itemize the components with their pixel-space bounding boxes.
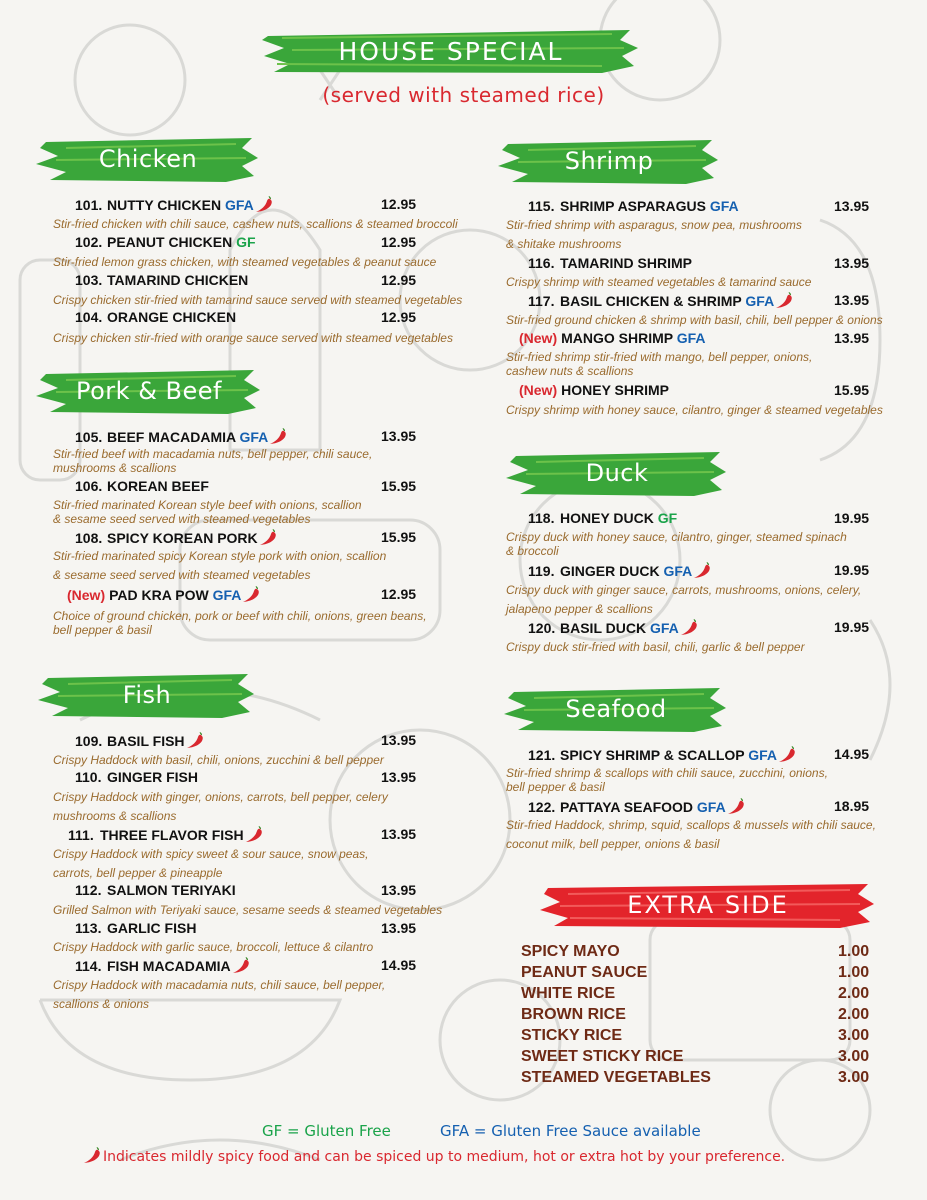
menu-item-pad-kra-pow: (New) PAD KRA POW GFA <box>67 586 262 603</box>
item-description: Crispy chicken stir-fried with tamarind sauce served with steamed vegetables <box>53 293 463 307</box>
chili-pepper-icon <box>255 196 275 212</box>
section-banner-fish <box>38 670 256 720</box>
item-description: Crispy duck with honey sauce, cilantro, ginger, steamed spinach & broccoli <box>506 530 847 558</box>
new-badge: (New) <box>519 382 558 398</box>
chili-pepper-icon <box>693 562 713 578</box>
price: 13.95 <box>381 732 417 748</box>
menu-item-119: 119. GINGER DUCK GFA <box>528 562 713 579</box>
price: 13.95 <box>381 920 417 936</box>
menu-item-102: 102. PEANUT CHICKEN GF <box>75 234 256 250</box>
section-banner-seafood <box>504 684 728 734</box>
section-title-shrimp: Shrimp <box>564 147 654 175</box>
section-title-chicken: Chicken <box>98 145 198 173</box>
menu-item-115: 115. SHRIMP ASPARAGUS GFA <box>528 198 739 214</box>
price: 13.95 <box>381 428 417 444</box>
item-description: Choice of ground chicken, pork or beef with chili, onions, green beans, bell pepper & basil <box>53 609 427 637</box>
menu-item-105: 105. BEEF MACADAMIA GFA <box>75 428 289 445</box>
item-description: Stir-fried lemon grass chicken, with steamed vegetables & peanut sauce <box>53 255 437 269</box>
new-badge: (New) <box>519 330 558 346</box>
menu-item-103: 103. TAMARIND CHICKEN <box>75 272 249 288</box>
price: 12.95 <box>381 309 417 325</box>
menu-item-117: 117. BASIL CHICKEN & SHRIMP GFA <box>528 292 795 309</box>
gfa-badge: GFA <box>676 330 706 346</box>
menu-item-108: 108. SPICY KOREAN PORK <box>75 529 279 546</box>
chili-pepper-icon <box>727 798 747 814</box>
price: 19.95 <box>834 619 870 635</box>
menu-item-113: 113. GARLIC FISH <box>75 920 197 936</box>
gfa-badge: GFA <box>709 198 739 214</box>
section-title-seafood: Seafood <box>565 695 667 723</box>
side-item-price: 1.00 <box>838 964 870 981</box>
legend-spicy-note: Indicates mildly spicy food and can be spiced up to medium, hot or extra hot by your preference. <box>82 1147 785 1165</box>
menu-item-101: 101. NUTTY CHICKEN GFA <box>75 196 275 213</box>
price: 13.95 <box>834 255 870 271</box>
side-item-price: 2.00 <box>838 1006 870 1023</box>
item-description: Crispy duck stir-fried with basil, chili, garlic & bell pepper <box>506 640 805 654</box>
price: 12.95 <box>381 234 417 250</box>
item-description: Stir-fried marinated Korean style beef with onions, scallion & sesame seed served with steamed vegetables <box>53 498 362 526</box>
house-special-banner <box>262 26 640 76</box>
side-item-price: 2.00 <box>838 985 870 1002</box>
item-description: Crispy Haddock with garlic sauce, broccoli, lettuce & cilantro <box>53 940 374 954</box>
menu-item-116: 116. TAMARIND SHRIMP <box>528 255 692 271</box>
price: 13.95 <box>381 882 417 898</box>
chili-pepper-icon <box>232 957 252 973</box>
chili-pepper-icon <box>259 529 279 545</box>
price: 12.95 <box>381 586 417 602</box>
chili-pepper-icon <box>186 732 206 748</box>
price: 13.95 <box>834 198 870 214</box>
chili-pepper-icon <box>269 428 289 444</box>
gfa-badge: GFA <box>239 429 269 445</box>
item-description: Stir-fried shrimp with asparagus, snow pea, mushrooms & shitake mushrooms <box>506 218 802 251</box>
side-item-name: SPICY MAYO <box>521 943 620 960</box>
menu-item-mango-shrimp: (New) MANGO SHRIMP GFA <box>519 330 706 346</box>
section-banner-pork-beef <box>36 366 262 416</box>
item-description: Stir-fried chicken with chili sauce, cashew nuts, scallions & steamed broccoli <box>53 217 458 231</box>
section-banner-extra-side <box>540 880 876 930</box>
menu-item-120: 120. BASIL DUCK GFA <box>528 619 700 636</box>
menu-item-104: 104. ORANGE CHICKEN <box>75 309 237 325</box>
price: 13.95 <box>381 769 417 785</box>
item-description: Crispy Haddock with spicy sweet & sour sauce, snow peas, carrots, bell pepper & pineapple <box>53 847 369 880</box>
page-subtitle: (served with steamed rice) <box>322 83 605 107</box>
price: 15.95 <box>834 382 870 398</box>
menu-item-122: 122. PATTAYA SEAFOOD GFA <box>528 798 747 815</box>
item-description: Crispy shrimp with steamed vegetables & tamarind sauce <box>506 275 812 289</box>
gfa-badge: GFA <box>224 197 254 213</box>
price: 13.95 <box>834 292 870 308</box>
gfa-badge: GFA <box>212 587 242 603</box>
gfa-badge: GFA <box>696 799 726 815</box>
section-title-duck: Duck <box>585 459 649 487</box>
menu-item-110: 110. GINGER FISH <box>75 769 199 785</box>
item-description: Crispy duck with ginger sauce, carrots, mushrooms, onions, celery, jalapeno pepper & scallions <box>506 583 862 616</box>
item-description: Stir-fried marinated spicy Korean style pork with onion, scallion & sesame seed served with steamed vegetables <box>53 549 387 582</box>
item-description: Crispy Haddock with macadamia nuts, chili sauce, bell pepper, scallions & onions <box>53 978 386 1011</box>
section-title-fish: Fish <box>122 681 172 709</box>
side-item-name: STICKY RICE <box>521 1027 623 1044</box>
price: 12.95 <box>381 196 417 212</box>
new-badge: (New) <box>67 587 106 603</box>
side-item-price: 3.00 <box>838 1069 870 1086</box>
menu-item-111: 111. THREE FLAVOR FISH <box>68 826 265 843</box>
menu-item-109: 109. BASIL FISH <box>75 732 206 749</box>
section-banner-duck <box>506 448 728 498</box>
menu-item-106: 106. KOREAN BEEF <box>75 478 209 494</box>
price: 14.95 <box>834 746 870 762</box>
side-item-name: SWEET STICKY RICE <box>521 1048 684 1065</box>
page-title: HOUSE SPECIAL <box>338 36 564 66</box>
chili-pepper-icon <box>680 619 700 635</box>
menu-item-112: 112. SALMON TERIYAKI <box>75 882 236 898</box>
item-description: Stir-fried ground chicken & shrimp with basil, chili, bell pepper & onions <box>506 313 883 327</box>
gfa-badge: GFA <box>663 563 693 579</box>
item-description: Grilled Salmon with Teriyaki sauce, sesame seeds & steamed vegetables <box>53 903 443 917</box>
gfa-badge: GFA <box>745 293 775 309</box>
side-item-name: PEANUT SAUCE <box>521 964 648 981</box>
side-item-price: 3.00 <box>838 1027 870 1044</box>
chili-pepper-icon <box>242 586 262 602</box>
side-item-name: STEAMED VEGETABLES <box>521 1069 711 1086</box>
chili-pepper-icon <box>83 1147 103 1163</box>
legend-gluten-free-sauce: GFA = Gluten Free Sauce available <box>440 1122 701 1140</box>
menu-item-honey-shrimp: (New) HONEY SHRIMP <box>519 382 669 398</box>
menu-item-114: 114. FISH MACADAMIA <box>75 957 252 974</box>
menu-item-118: 118. HONEY DUCK GF <box>528 510 678 526</box>
side-item-price: 3.00 <box>838 1048 870 1065</box>
chili-pepper-icon <box>778 746 798 762</box>
price: 15.95 <box>381 478 417 494</box>
item-description: Crispy chicken stir-fried with orange sauce served with steamed vegetables <box>53 331 453 345</box>
section-banner-chicken <box>36 134 260 184</box>
chili-pepper-icon <box>245 826 265 842</box>
item-description: Crispy Haddock with ginger, onions, carrots, bell pepper, celery mushrooms & scallions <box>53 790 388 823</box>
price: 12.95 <box>381 272 417 288</box>
item-description: Stir-fried shrimp & scallops with chili sauce, zucchini, onions, bell pepper & basil <box>506 766 828 794</box>
section-title-pork-beef: Pork & Beef <box>76 377 222 405</box>
menu-item-121: 121. SPICY SHRIMP & SCALLOP GFA <box>528 746 798 763</box>
item-description: Stir-fried Haddock, shrimp, squid, scallops & mussels with chili sauce, coconut milk, bell pepper, onions & basil <box>506 818 876 851</box>
price: 13.95 <box>834 330 870 346</box>
item-description: Crispy shrimp with honey sauce, cilantro, ginger & steamed vegetables <box>506 403 883 417</box>
price: 14.95 <box>381 957 417 973</box>
section-title-extra-side: EXTRA SIDE <box>627 891 789 919</box>
price: 15.95 <box>381 529 417 545</box>
gfa-badge: GFA <box>748 747 778 763</box>
legend-gluten-free: GF = Gluten Free <box>262 1122 391 1140</box>
side-item-name: BROWN RICE <box>521 1006 626 1023</box>
price: 13.95 <box>381 826 417 842</box>
side-item-name: WHITE RICE <box>521 985 616 1002</box>
item-description: Crispy Haddock with basil, chili, onions, zucchini & bell pepper <box>53 753 384 767</box>
item-description: Stir-fried beef with macadamia nuts, bell pepper, chili sauce, mushrooms & scallions <box>53 447 373 475</box>
gf-badge: GF <box>236 234 256 250</box>
item-description: Stir-fried shrimp stir-fried with mango, bell pepper, onions, cashew nuts & scallions <box>506 350 813 378</box>
section-banner-shrimp <box>498 136 720 186</box>
gfa-badge: GFA <box>649 620 679 636</box>
price: 19.95 <box>834 562 870 578</box>
price: 18.95 <box>834 798 870 814</box>
side-item-price: 1.00 <box>838 943 870 960</box>
gf-badge: GF <box>657 510 678 526</box>
chili-pepper-icon <box>775 292 795 308</box>
price: 19.95 <box>834 510 870 526</box>
